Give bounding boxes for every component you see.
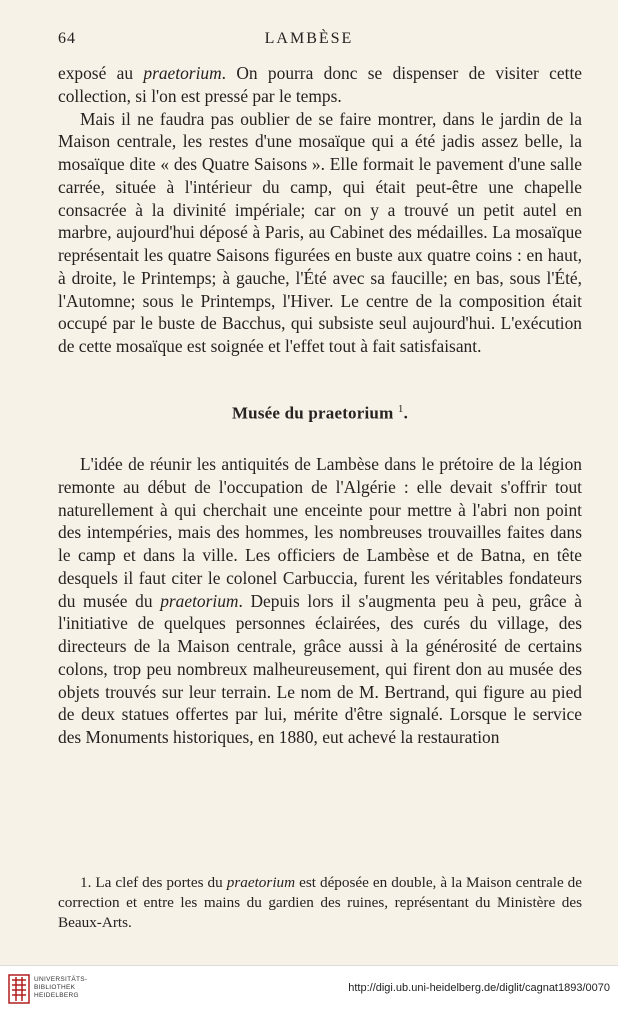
page-body [58, 62, 582, 749]
paragraph-museum: L'idée de réunir les antiquités de Lambèse dans le prétoire de la légion remonte au début de l'occupation de l'Algérie : elle devait s'offrir tout naturellement à qui cherchait une enceinte pour mettre à l'abri non point des intempéries, mais des hommes, les nombreuses trouvailles faites dans le camp et dans la ville. Les officiers de Lambèse et de Batna, en tête desquels il faut citer le colonel Carbuccia, furent les véritables fondateurs du musée du praetorium. Depuis lors il s'augmenta peu à peu, grâce à l'initiative de quelques personnes éclairées, des curés du village, des directeurs de la Maison centrale, grâce aussi à la générosité de certains colons, trop peu nombreux malheureusement, qui firent don au musée des objets trouvés sur leur terrain. Le nom de M. Bertrand, qui figure au pied de deux statues offertes par lui, mérite d'être signalé. Lorsque le service des Monuments historiques, en 1880, eut achevé la restauration [58, 454, 582, 748]
page-number: 64 [58, 30, 76, 47]
permalink-url[interactable]: http://digi.ub.uni-heidelberg.de/diglit/cagnat1893/0070 [348, 982, 610, 994]
library-name: UNIVERSITÄTS- BIBLIOTHEK HEIDELBERG [34, 976, 88, 999]
footnote-marker: 1 [397, 402, 404, 415]
section-heading: Musée du praetorium $^1$. [231, 402, 409, 423]
paragraph-mosaic: Mais il ne faudra pas oublier de se faire montrer, dans le jardin de la Maison centrale, les restes d'une mosaïque qui a été jadis assez belle, la mosaïque dite « des Quatre Saisons ». Elle formait le pavement d'une salle carrée, située à l'intérieur du camp, qui était peut-être une chapelle consacrée à la divinité impériale; car on y a trouvé un petit autel en marbre, aujourd'hui déposé à Paris, au Cabinet des médailles. La mosaïque représentait les quatre Saisons figurées en buste aux quatre coins : en haut, à droite, le Printemps; à gauche, l'Été avec sa faucille; en bas, sous l'Été, l'Automne; sous le Printemps, l'Hiver. Le centre de la composition était occupé par le buste de Bacchus, qui subsiste seul aujourd'hui. L'exécution de cette mosaïque est soignée et l'effet tout à fait satisfaisant. [58, 108, 582, 356]
library-logo-icon [8, 974, 30, 1004]
italic-term: praetorium [160, 590, 239, 611]
viewer-footer [0, 965, 618, 1013]
italic-term: praetorium [226, 874, 296, 891]
running-title: LAMBÈSE [264, 30, 354, 47]
italic-term: praetorium [143, 63, 222, 83]
paragraph-continued: exposé au praetorium. On pourra donc se dispenser de visiter cette collection, si l'on est pressé par le temps. [58, 63, 583, 106]
footnote: 1. La clef des portes du praetorium est déposée en double, à la Maison centrale de correction et entre les mains du gardien des ruines, représentant du Ministère des Beaux-Arts. [58, 874, 583, 931]
